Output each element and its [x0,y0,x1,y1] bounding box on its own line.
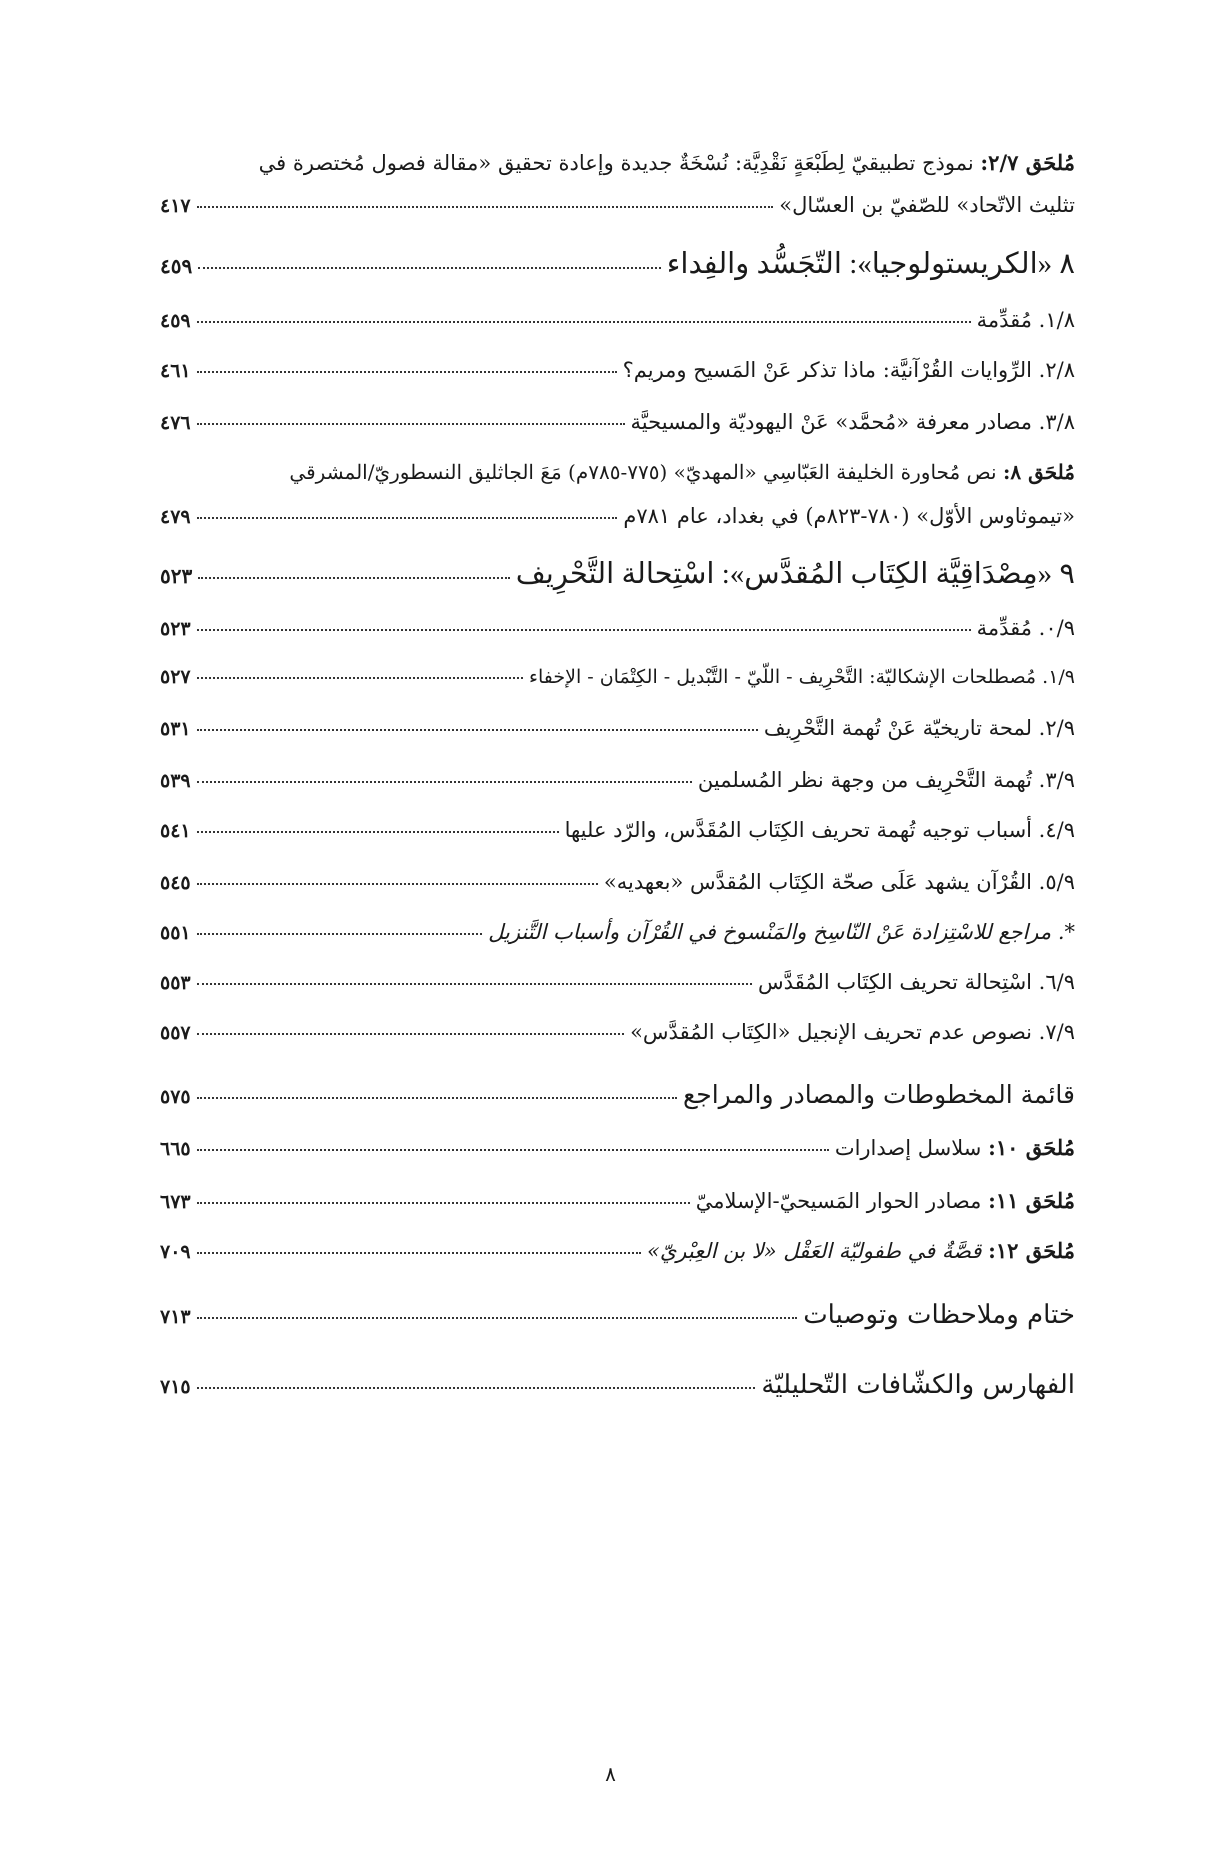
page-ref: ٧١٥ [160,1376,191,1398]
dot-leader [198,267,661,269]
dot-leader [197,1317,798,1319]
entry-text: ٠/٩. مُقدِّمة [976,616,1075,640]
entry-text: ٥/٩. القُرْآن يشهد عَلَى صحّة الكِتَاب المُقدَّس «بعهديه» [603,870,1075,894]
toc-entry-appendix-10 [160,1137,1075,1159]
toc-entry-line [160,506,1075,527]
toc-conclusion [160,1302,1075,1328]
toc-entry-9-note [160,922,1075,943]
appendix-label: مُلحَق ٢/٧: [980,150,1075,175]
entry-text: ٣/٨. مصادر معرفة «مُحمَّد» عَنْ اليهوديّة والمسيحيَّة [630,410,1075,434]
dot-leader [197,781,692,783]
entry-text: «تيموثاوس الأوّل» (٧٨٠-٨٢٣م) في بغداد، عام ٧٨١م [623,504,1075,528]
toc-entry-9-1 [160,668,1075,687]
dot-leader [197,1149,829,1151]
dot-leader [197,1033,624,1035]
toc-entry-9-5 [160,872,1075,893]
entry-text: ٤/٩. أسباب توجيه تُهمة تحريف الكِتَاب المُقَدَّس، والرّد عليها [564,818,1075,842]
dot-leader [197,423,625,425]
page-ref: ٥٢٧ [160,666,191,688]
toc-entry-8-2 [160,360,1075,381]
dot-leader [197,831,559,833]
toc-entry-appendix-12 [160,1240,1075,1262]
dot-leader [197,1387,756,1389]
entry-text: ٢/٨. الرِّوايات القُرْآنيَّة: ماذا تذكر عَنْ المَسيح ومريم؟ [622,358,1075,382]
dot-leader [197,1252,641,1254]
toc-bibliography [160,1082,1075,1107]
entry-text [647,1240,1075,1262]
appendix-label: مُلحَق ١٠: [988,1135,1075,1160]
page-ref: ٥٤١ [160,820,191,842]
page-ref: ٥٢٣ [160,564,193,588]
page-ref: ٤١٧ [160,195,191,217]
page-ref: ٤٧٦ [160,412,191,434]
entry-title: مصادر الحوار المَسيحيّ-الإسلاميّ [695,1189,982,1213]
dot-leader [197,517,618,519]
page-ref: ٤٧٩ [160,506,191,528]
entry-text: الفهارس والكشّافات التّحليليّة [761,1370,1075,1400]
toc-entry-9-6 [160,972,1075,993]
entry-text: *. مراجع للاسْتِزادة عَنْ النّاسِخ والمَنْسوخ في القُرْآن وأسباب التَّنزيل [488,920,1075,944]
dot-leader [197,1202,690,1204]
entry-text: ٧/٩. نصوص عدم تحريف الإنجيل «الكِتَاب المُقدَّس» [630,1020,1075,1044]
dot-leader [197,629,971,631]
page-ref: ٧٠٩ [160,1241,191,1263]
page-ref: ٤٥٩ [160,254,193,278]
toc-entry-9-2 [160,718,1075,739]
entry-text [696,1190,1075,1212]
page-ref: ٥٥٧ [160,1022,191,1044]
dot-leader [197,206,774,208]
page-ref: ٥٥١ [160,922,191,944]
toc-chapter-9 [160,560,1075,589]
page-number: ٨ [605,1762,616,1786]
entry-title: قصَّةٌ في طفوليّة العَقْل «لا بن العِبْريّ» [646,1239,982,1263]
page-ref: ٥٧٥ [160,1086,191,1108]
toc-entry-8-3 [160,412,1075,433]
entry-text: تثليث الاتّحاد» للصّفيّ بن العسّال» [779,193,1075,217]
toc-entry-line [160,195,1075,216]
appendix-label: مُلحَق ١٢: [988,1238,1075,1263]
toc-entry-appendix-7-2 [160,150,1075,216]
dot-leader [198,577,510,579]
page-ref: ٦٦٥ [160,1138,191,1160]
page-ref: ٧١٣ [160,1306,191,1328]
page-ref: ٥٣١ [160,718,191,740]
toc-entry-line [160,460,1075,484]
toc-entry-9-7 [160,1022,1075,1043]
dot-leader [197,729,758,731]
toc-chapter-8 [160,250,1075,279]
entry-text: ١/٩. مُصطلحات الإشكاليّة: التَّحْرِيف - اللّيّ - التَّبْديل - الكِتْمَان - الإخفاء [529,666,1075,688]
entry-text: نموذج تطبيقيّ لِطَبْعَةٍ نَقْدِيَّة: نُسْخَةٌ جديدة وإعادة تحقيق «مقالة فصول مُختصرة في [258,151,974,175]
page-ref: ٥٢٣ [160,618,191,640]
toc-entry-appendix-8 [160,460,1075,527]
dot-leader [197,1097,677,1099]
toc-entry-9-0 [160,618,1075,639]
page-ref: ٥٣٩ [160,770,191,792]
appendix-label: مُلحَق ٨: [1002,460,1075,484]
toc-indexes [160,1372,1075,1398]
entry-text: قائمة المخطوطات والمصادر والمراجع [682,1080,1075,1109]
dot-leader [197,371,617,373]
page-ref: ٤٥٩ [160,310,191,332]
entry-text: ٦/٩. اسْتِحالة تحريف الكِتَاب المُقَدَّس [758,970,1075,994]
dot-leader [197,983,752,985]
page-ref: ٤٦١ [160,360,191,382]
toc-entry-8-1 [160,310,1075,331]
dot-leader [197,677,523,679]
entry-text: ٣/٩. تُهمة التَّحْرِيف من وجهة نظر المُسلمين [697,768,1075,792]
page-ref: ٥٤٥ [160,872,191,894]
dot-leader [197,933,482,935]
dot-leader [197,883,598,885]
toc-entry-appendix-11 [160,1190,1075,1212]
entry-text: ١/٨. مُقدِّمة [976,308,1075,332]
entry-text [835,1137,1075,1159]
toc-entry-line [160,150,1075,175]
appendix-label: مُلحَق ١١: [988,1188,1075,1213]
toc-entry-9-3 [160,770,1075,791]
chapter-title: ٩ «مِصْدَاقِيَّة الكِتَاب المُقدَّس»: اسْتِحالة التَّحْرِيف [515,558,1075,590]
page-ref: ٥٥٣ [160,972,191,994]
chapter-title: ٨ «الكريستولوجيا»: التّجَسُّد والفِداء [666,248,1075,280]
entry-text: ٢/٩. لمحة تاريخيّة عَنْ تُهمة التَّحْرِيف [763,716,1075,740]
toc-entry-9-4 [160,820,1075,841]
page-ref: ٦٧٣ [160,1191,191,1213]
entry-text: ختام وملاحظات وتوصيات [803,1300,1075,1330]
entry-title: سلاسل إصدارات [834,1136,982,1160]
dot-leader [197,321,971,323]
entry-text: نص مُحاورة الخليفة العَبّاسِي «المهديّ» (٧٧٥-٧٨٥م) مَعَ الجاثليق النسطوريّ/المشرقي [289,460,997,484]
